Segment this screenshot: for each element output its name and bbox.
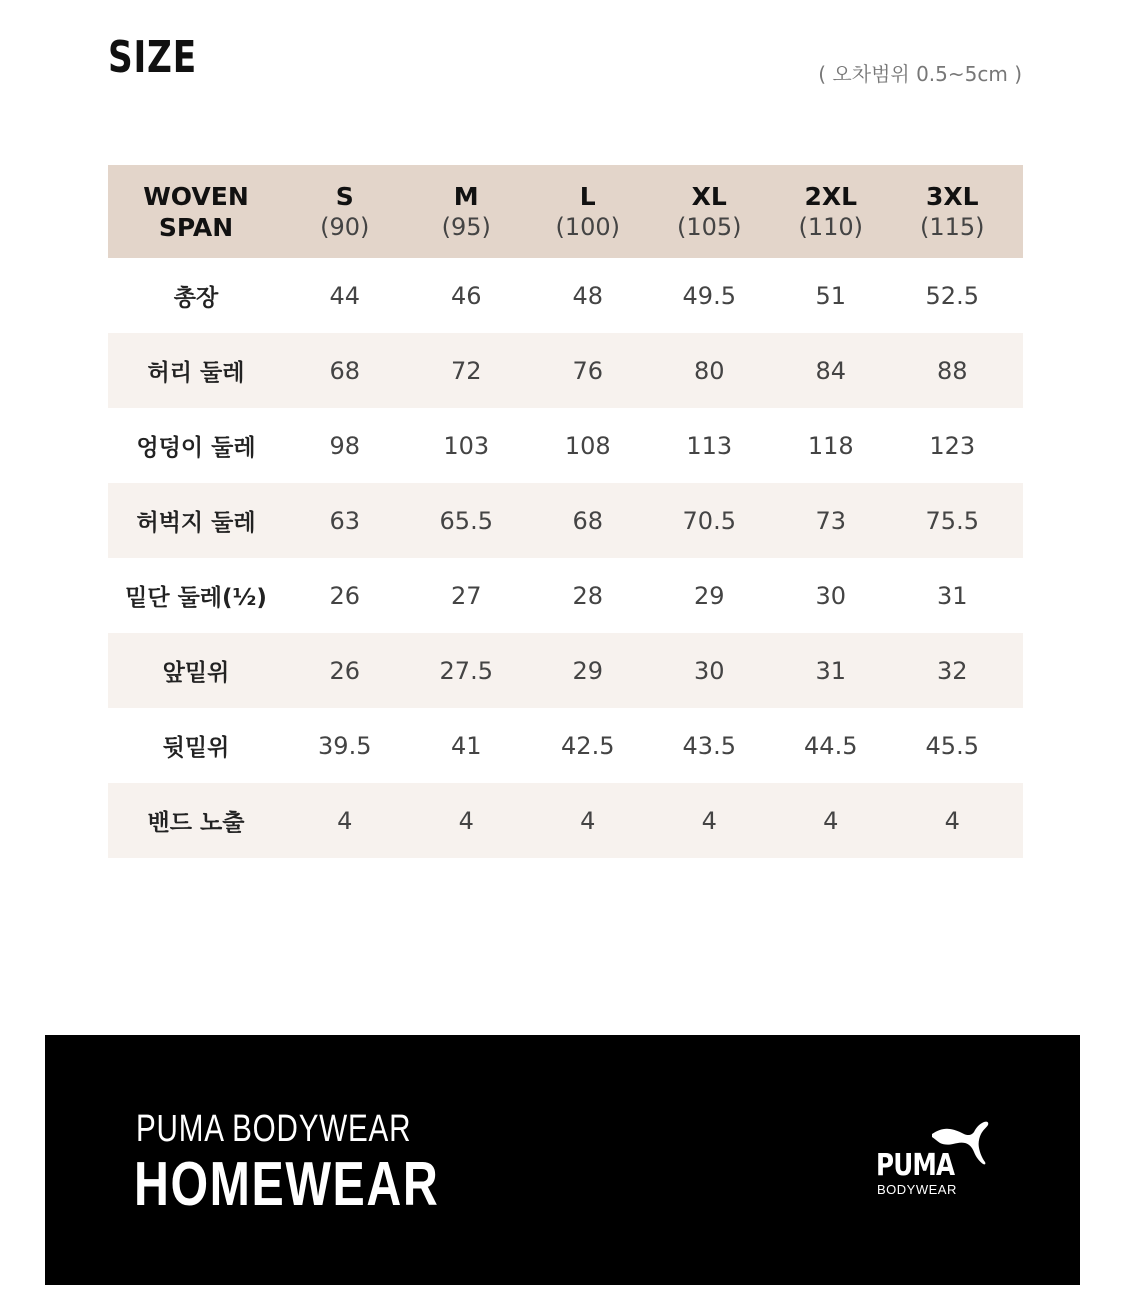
brand-banner (45, 1035, 1080, 1285)
table-cell: 28 (572, 581, 604, 610)
table-cell: 44 (329, 281, 361, 310)
table-cell: 51 (815, 281, 847, 310)
table-cell: 73 (815, 506, 847, 535)
table-cell: 39.5 (318, 731, 372, 760)
size-number: (115) (919, 212, 985, 241)
table-cell: 108 (564, 431, 611, 460)
size-number: (110) (798, 212, 864, 241)
table-cell: 41 (450, 731, 482, 760)
table-row (108, 558, 1023, 633)
table-cell: 49.5 (682, 281, 736, 310)
table-cell: 42.5 (561, 731, 615, 760)
table-cell: 29 (572, 656, 604, 685)
table-cell: 70.5 (682, 506, 736, 535)
size-header-l (527, 181, 649, 243)
table-row (108, 783, 1023, 858)
row-label: 앞밑위 (162, 660, 230, 686)
size-label: M (453, 181, 479, 211)
table-row (108, 258, 1023, 333)
table-cell: 72 (450, 356, 482, 385)
table-cell: 4 (944, 806, 960, 835)
table-cell: 26 (329, 581, 361, 610)
table-cell: 80 (693, 356, 725, 385)
table-cell: 30 (815, 581, 847, 610)
size-header-xl (649, 181, 771, 243)
table-cell: 4 (580, 806, 596, 835)
table-cell: 63 (329, 506, 361, 535)
table-cell: 46 (450, 281, 482, 310)
banner-brand-line: PUMA BODYWEAR (136, 1108, 412, 1150)
table-cell: 44.5 (804, 731, 858, 760)
row-label: 총장 (173, 285, 219, 311)
puma-bodywear-logo (876, 1120, 996, 1200)
table-cell: 30 (693, 656, 725, 685)
table-cell: 48 (572, 281, 604, 310)
size-table (108, 165, 1023, 858)
table-cell: 45.5 (925, 731, 979, 760)
table-cell: 65.5 (439, 506, 493, 535)
table-corner-header (108, 181, 284, 243)
table-row (108, 483, 1023, 558)
size-header-s (284, 181, 406, 243)
table-cell: 32 (936, 656, 968, 685)
size-label: 2XL (804, 181, 858, 211)
row-label: 허리 둘레 (147, 360, 245, 386)
tolerance-note: ( 오차범위 0.5~5cm ) (818, 62, 1022, 86)
table-cell: 27.5 (439, 656, 493, 685)
table-cell: 84 (815, 356, 847, 385)
table-cell: 68 (329, 356, 361, 385)
table-cell: 75.5 (925, 506, 979, 535)
table-cell: 31 (936, 581, 968, 610)
table-cell: 4 (458, 806, 474, 835)
table-cell: 29 (693, 581, 725, 610)
table-cell: 52.5 (925, 281, 979, 310)
size-header-m (406, 181, 528, 243)
corner-line-2: SPAN (158, 212, 234, 242)
row-label: 밴드 노출 (147, 810, 245, 836)
table-header-row (108, 165, 1023, 258)
banner-collection-title: HOMEWEAR (134, 1150, 440, 1219)
table-cell: 76 (572, 356, 604, 385)
row-label: 뒷밑위 (162, 735, 230, 761)
table-cell: 113 (686, 431, 733, 460)
size-label: S (335, 181, 354, 211)
table-cell: 4 (337, 806, 353, 835)
table-cell: 4 (823, 806, 839, 835)
size-number: (90) (320, 212, 370, 241)
size-label: 3XL (925, 181, 979, 211)
row-label: 엉덩이 둘레 (136, 435, 256, 461)
table-cell: 98 (329, 431, 361, 460)
table-cell: 123 (929, 431, 976, 460)
size-label: L (579, 181, 596, 211)
table-cell: 103 (443, 431, 490, 460)
size-number: (95) (441, 212, 491, 241)
table-cell: 43.5 (682, 731, 736, 760)
table-row (108, 408, 1023, 483)
logo-wordmark: PUMA (876, 1148, 955, 1183)
size-label: XL (691, 181, 727, 211)
logo-subtitle: BODYWEAR (877, 1182, 957, 1197)
corner-line-1: WOVEN (143, 181, 249, 211)
page-title: SIZE (108, 32, 197, 83)
row-label: 밑단 둘레(½) (125, 585, 267, 611)
table-cell: 118 (807, 431, 854, 460)
table-cell: 27 (450, 581, 482, 610)
table-cell: 68 (572, 506, 604, 535)
size-number: (105) (676, 212, 742, 241)
row-label: 허벅지 둘레 (136, 510, 256, 536)
table-cell: 88 (936, 356, 968, 385)
table-row (108, 708, 1023, 783)
table-cell: 26 (329, 656, 361, 685)
size-header-3xl (892, 181, 1014, 243)
table-cell: 4 (701, 806, 717, 835)
size-number: (100) (555, 212, 621, 241)
table-row (108, 333, 1023, 408)
size-header-2xl (770, 181, 892, 243)
table-cell: 31 (815, 656, 847, 685)
table-row (108, 633, 1023, 708)
